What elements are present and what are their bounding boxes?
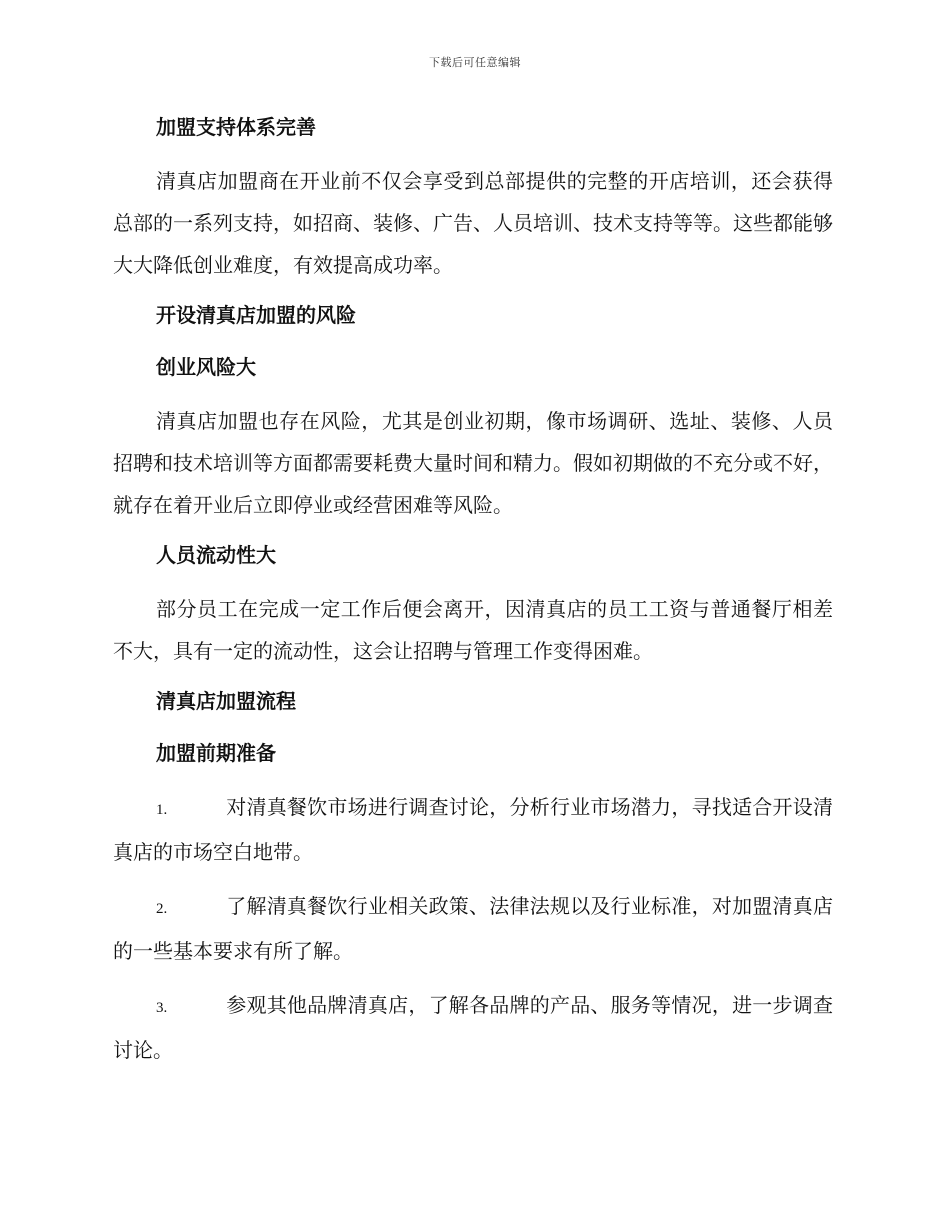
paragraph-staff-turnover: 部分员工在完成一定工作后便会离开，因清真店的员工工资与普通餐厅相差不大，具有一定的流动性，这会让招聘与管理工作变得困难。 [113,597,833,663]
paragraph-support: 清真店加盟商在开业前不仅会享受到总部提供的完整的开店培训，还会获得总部的一系列支持，如招商、装修、广告、人员培训、技术支持等等。这些都能够大大降低创业难度，有效提高成功率。 [113,169,833,277]
list-number: 3. [156,1000,168,1016]
document-body [113,108,833,1083]
section-heading-support: 加盟支持体系完善 [156,115,316,139]
list-text: 对清真餐饮市场进行调查讨论，分析行业市场潜力，寻找适合开设清真店的市场空白地带。 [113,795,833,864]
list-item [113,984,833,1071]
list-number: 2. [156,901,168,917]
list-item [113,885,833,972]
list-text: 参观其他品牌清真店，了解各品牌的产品、服务等情况，进一步调查讨论。 [113,993,833,1062]
section-heading-preparation: 加盟前期准备 [156,741,276,765]
section-heading-risks: 开设清真店加盟的风险 [156,303,356,327]
list-number: 1. [156,802,168,818]
section-heading-staff-turnover: 人员流动性大 [156,543,276,567]
section-heading-process: 清真店加盟流程 [156,689,296,713]
paragraph-startup-risk: 清真店加盟也存在风险，尤其是创业初期，像市场调研、选址、装修、人员招聘和技术培训等方面都需要耗费大量时间和精力。假如初期做的不充分或不好，就存在着开业后立即停业或经营困难等风险。 [113,409,833,517]
page-header-note: 下载后可任意编辑 [429,56,521,69]
list-item [113,786,833,873]
list-text: 了解清真餐饮行业相关政策、法律法规以及行业标准，对加盟清真店的一些基本要求有所了解。 [113,894,833,963]
section-heading-startup-risk: 创业风险大 [156,355,256,379]
